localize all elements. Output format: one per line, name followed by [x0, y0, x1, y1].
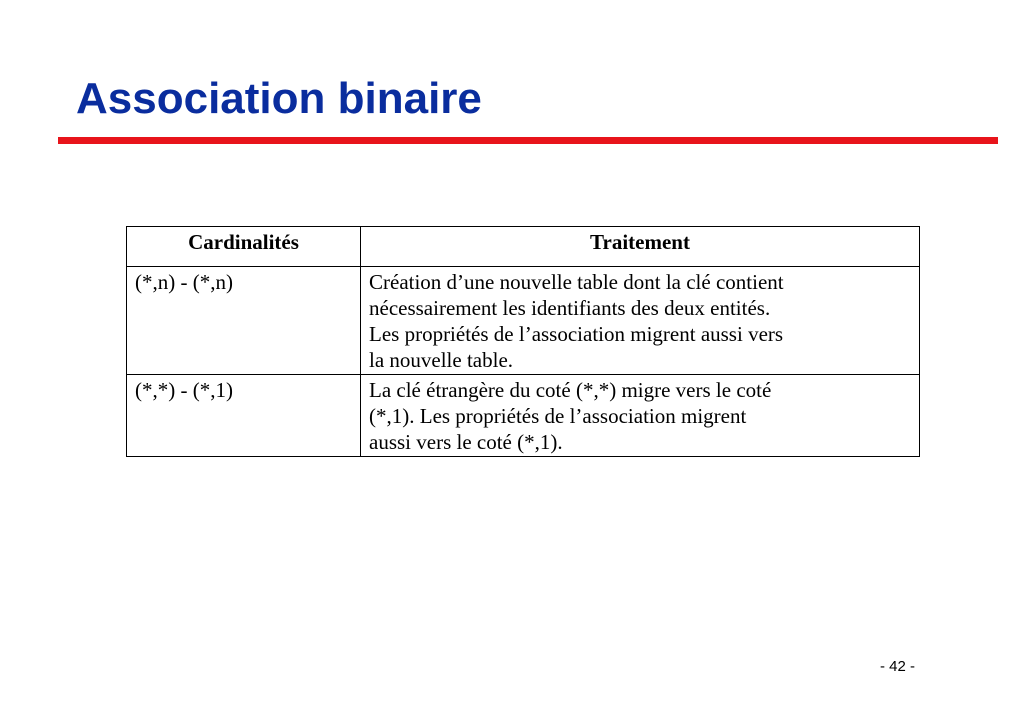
cardinality-table — [126, 226, 920, 457]
table-row — [127, 267, 920, 375]
traitement-line: la nouvelle table. — [369, 348, 514, 372]
header-cardinalites: Cardinalités — [127, 227, 361, 267]
table-header-row — [127, 227, 920, 267]
traitement-line: Les propriétés de l’association migrent aussi vers — [369, 322, 784, 346]
traitement-line: Création d’une nouvelle table dont la clé contient — [369, 270, 784, 294]
traitement-line: aussi vers le coté (*,1). — [369, 430, 563, 454]
page-number: - 42 - — [880, 658, 916, 675]
cell-cardinalites: (*,n) - (*,n) — [127, 267, 361, 375]
traitement-line: nécessairement les identifiants des deux entités. — [369, 296, 771, 320]
cell-cardinalites: (*,*) - (*,1) — [127, 375, 361, 457]
slide-title: Association binaire — [76, 74, 482, 123]
traitement-line: La clé étrangère du coté (*,*) migre vers le coté — [369, 378, 772, 402]
header-traitement: Traitement — [361, 227, 920, 267]
traitement-line: (*,1). Les propriétés de l’association migrent — [369, 404, 747, 428]
cell-traitement — [361, 375, 920, 457]
table-container — [126, 226, 920, 457]
cell-traitement — [361, 267, 920, 375]
table-row — [127, 375, 920, 457]
title-underline-rule — [58, 137, 998, 144]
